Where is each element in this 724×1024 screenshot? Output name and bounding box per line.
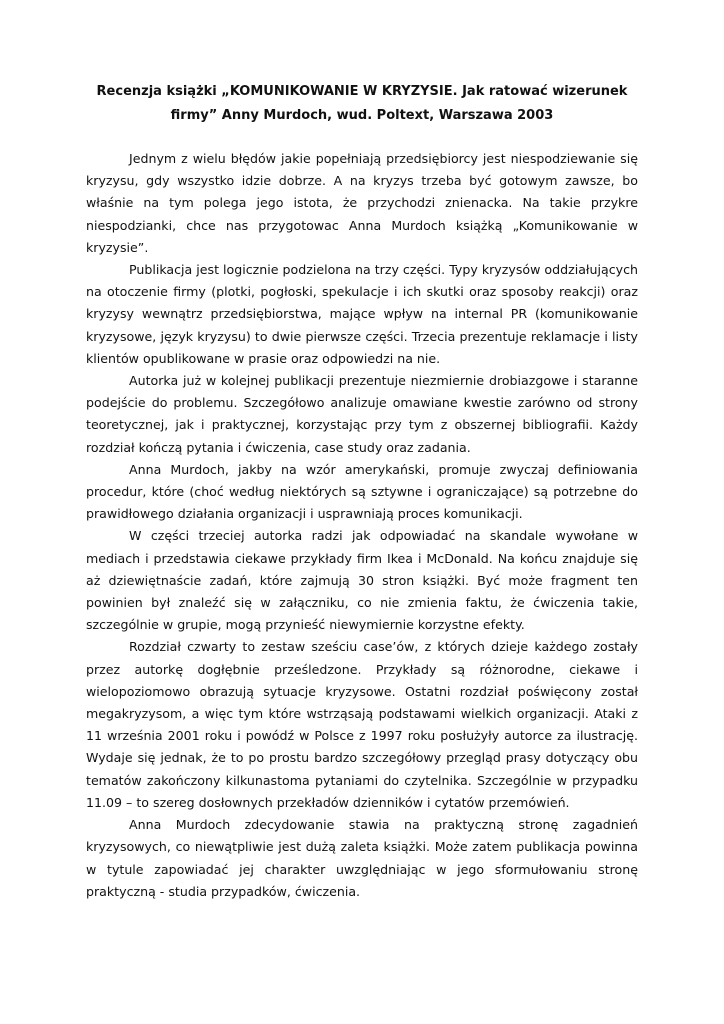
document-title: Recenzja książki „KOMUNIKOWANIE W KRYZYSIE. Jak ratować wizerunek firmy” Anny Murdoch, wud. Poltext, Warszawa 2003 bbox=[96, 84, 628, 123]
paragraph-2: Publikacja jest logicznie podzielona na trzy części. Typy kryzysów oddziałujących na otoczenie firmy (plotki, pogłoski, spekulacje i ich skutki oraz sposoby reakcji) oraz kryzysy wewnątrz przedsiębiorstwa, mające wpływ na internal PR (komunikowanie kryzysowe, język kryzysu) to dwie pierwsze części. Trzecia prezentuje reklamacje i listy klientów opublikowane w prasie oraz odpowiedzi na nie. bbox=[86, 262, 638, 366]
paragraph-3: Autorka już w kolejnej publikacji prezentuje niezmiernie drobiazgowe i staranne podejście do problemu. Szczegółowo analizuje omawiane kwestie zarówno od strony teoretycznej, jak i praktycznej, korzystając przy tym z obszernej bibliografii. Każdy rozdział kończą pytania i ćwiczenia, case study oraz zadania. bbox=[86, 373, 638, 455]
paragraph-5: W części trzeciej autorka radzi jak odpowiadać na skandale wywołane w mediach i przedstawia ciekawe przykłady firm Ikea i McDonald. Na końcu znajduje się aż dziewiętnaście zadań, które zajmują 30 stron książki. Być może fragment ten powinien był znaleźć się w załączniku, co nie zmienia faktu, że ćwiczenia takie, szczególnie w grupie, mogą przynieść niewymiernie korzystne efekty. bbox=[86, 528, 638, 633]
paragraph-7: Anna Murdoch zdecydowanie stawia na praktyczną stronę zagadnień kryzysowych, co niewątpliwie jest dużą zaleta książki. Może zatem publikacja powinna w tytule zapowiadać jej charakter uwzględniając w jego sformułowaniu stronę praktyczną - studia przypadków, ćwiczenia. bbox=[86, 817, 638, 899]
paragraph-1: Jednym z wielu błędów jakie popełniają przedsiębiorcy jest niespodziewanie się kryzysu, gdy wszystko idzie dobrze. A na kryzys trzeba być gotowym zawsze, bo właśnie na tym polega jego istota, że przychodzi znienacka. Na takie przykre niespodzianki, chce nas przygotowac Anna Murdoch książką „Komunikowanie w kryzysie”. bbox=[86, 151, 638, 255]
paragraph-6: Rozdział czwarty to zestaw sześciu case’ów, z których dzieje każdego zostały przez autorkę dogłębnie prześledzone. Przykłady są różnorodne, ciekawe i wielopoziomowo obrazują sytuacje kryzysowe. Ostatni rozdział poświęcony został megakryzysom, a więc tym które wstrząsają podstawami wielkich organizacji. Ataki z 11 września 2001 roku i powódź w Polsce z 1997 roku posłużyły autorce za ilustrację. Wydaje się jednak, że to po prostu bardzo szczegółowy przegląd prasy dotyczący obu tematów zakończony kilkunastoma pytaniami do czytelnika. Szczególnie w przypadku 11.09 – to szereg dosłownych przekładów dzienników i cytatów przemówień. bbox=[86, 639, 638, 810]
document-page bbox=[86, 80, 638, 903]
paragraph-4: Anna Murdoch, jakby na wzór amerykański, promuje zwyczaj definiowania procedur, które (choć według niektórych są sztywne i ograniczające) są potrzebne do prawidłowego działania organizacji i usprawniają proces komunikacji. bbox=[86, 461, 638, 522]
